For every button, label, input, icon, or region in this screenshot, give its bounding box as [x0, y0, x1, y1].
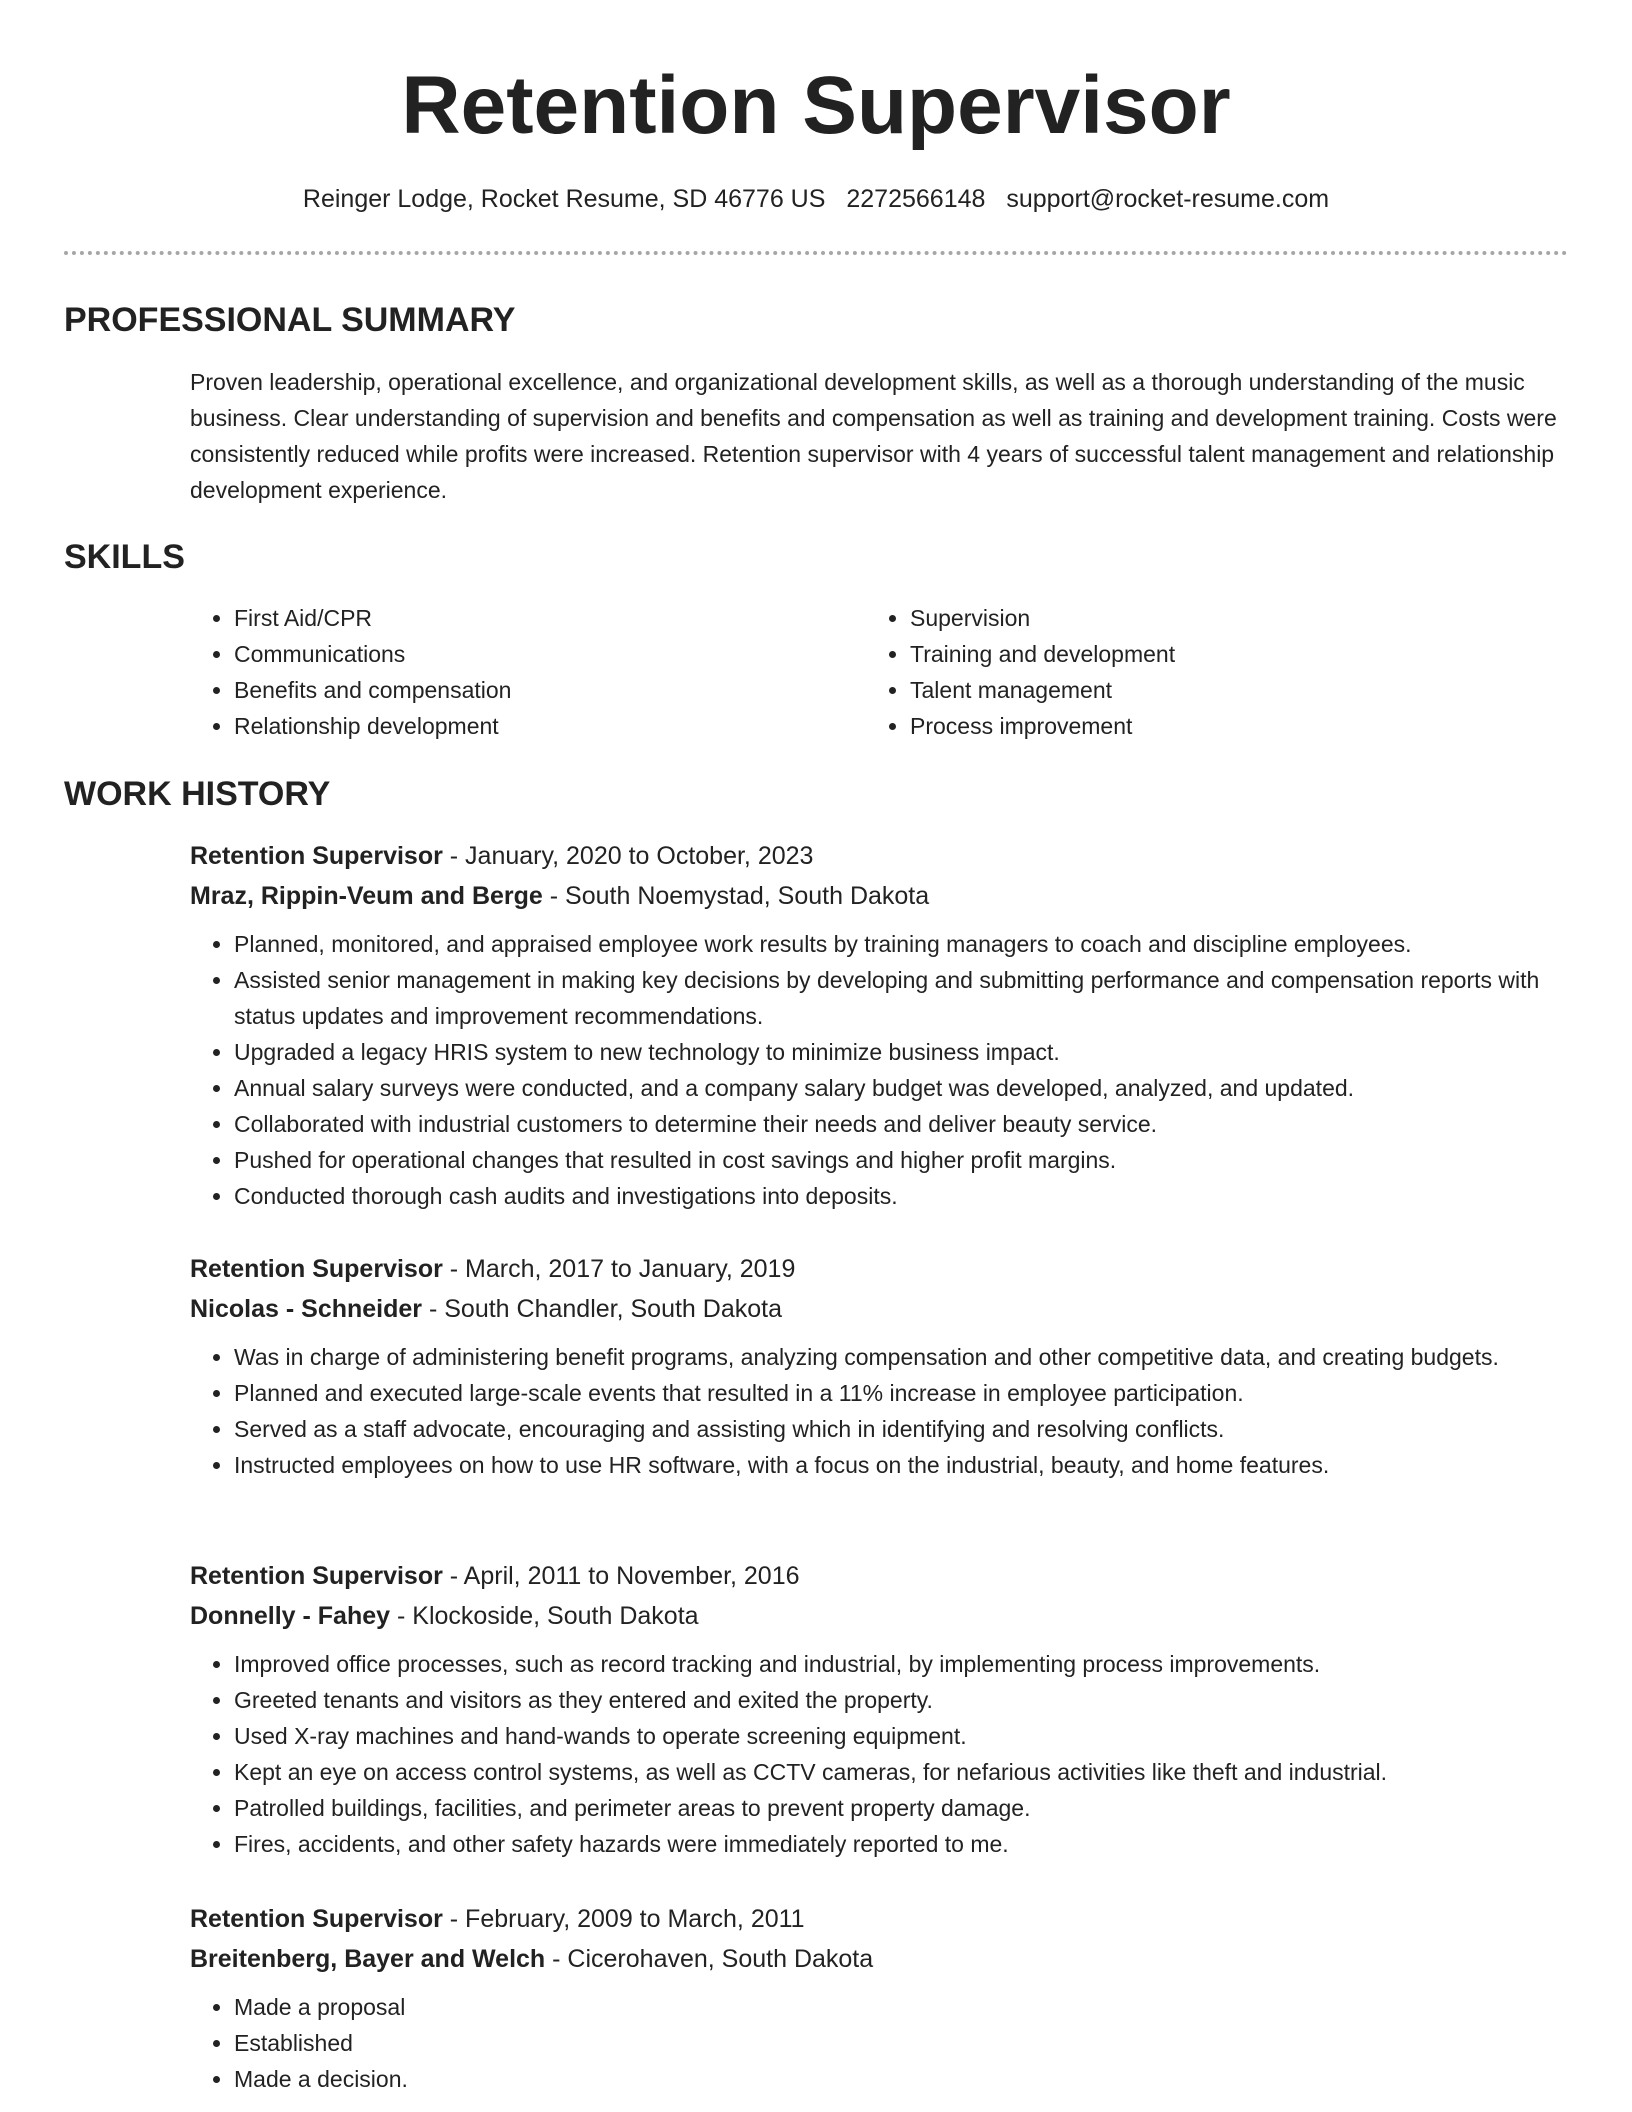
job-title: Retention Supervisor [190, 1562, 443, 1590]
job-entry [190, 836, 1570, 1214]
job-company: Donnelly - Fahey [190, 1602, 391, 1630]
job-bullet: • Served as a staff advocate, encouraging and assisting which in identifying and resolving conflicts. [234, 1411, 1570, 1447]
job-bullet: • Fires, accidents, and other safety hazards were immediately reported to me. [234, 1826, 1570, 1862]
job-bullet: • Assisted senior management in making key decisions by developing and submitting performance and compensation reports with status updates and improvement recommendations. [234, 962, 1570, 1034]
summary-text: Proven leadership, operational excellence, and organizational development skills, as well as a thorough understanding of the music business. Clear understanding of supervision and benefits and compensation as well as training and development training. Costs were consistently reduced while profits were increased. Retention supervisor with 4 years of successful talent management and relationship development experience. [190, 369, 1557, 503]
job-bullet: • Collaborated with industrial customers to determine their needs and deliver beauty service. [234, 1106, 1570, 1142]
job-title-line [190, 1556, 1570, 1596]
contact-email: support@rocket-resume.com [1006, 185, 1330, 213]
job-bullets [190, 1989, 1570, 2097]
job-bullets [190, 1339, 1570, 1483]
job-bullet: • Made a proposal [234, 1989, 1570, 2025]
job-bullet: • Pushed for operational changes that resulted in cost savings and higher profit margins. [234, 1142, 1570, 1178]
job-dates: - February, 2009 to March, 2011 [442, 1905, 805, 1933]
job-company: Nicolas - Schneider [190, 1295, 423, 1323]
job-dates: - March, 2017 to January, 2019 [442, 1255, 796, 1283]
job-location: - Klockoside, South Dakota [390, 1602, 699, 1630]
skills-column-right [866, 600, 1506, 744]
job-location: - South Noemystad, South Dakota [542, 882, 930, 910]
skill-item: • Communications [234, 636, 830, 672]
job-bullet: • Conducted thorough cash audits and investigations into deposits. [234, 1178, 1570, 1214]
job-bullet: • Planned, monitored, and appraised employee work results by training managers to coach and discipline employees. [234, 926, 1570, 962]
skills-heading: SKILLS [64, 538, 185, 576]
job-bullet: • Greeted tenants and visitors as they entered and exited the property. [234, 1682, 1570, 1718]
job-location: - Cicerohaven, South Dakota [545, 1945, 874, 1973]
summary-heading: PROFESSIONAL SUMMARY [64, 301, 516, 339]
skill-item: • Benefits and compensation [234, 672, 830, 708]
job-title-line [190, 1899, 1570, 1939]
job-title-line [190, 836, 1570, 876]
job-company-line [190, 1596, 1570, 1636]
job-bullets [190, 926, 1570, 1214]
job-entry [190, 1249, 1570, 1483]
contact-phone: 2272566148 [846, 185, 986, 213]
job-bullets [190, 1646, 1570, 1862]
job-bullet: • Instructed employees on how to use HR software, with a focus on the industrial, beauty, and home features. [234, 1447, 1570, 1483]
skill-item: • Relationship development [234, 708, 830, 744]
job-bullet: • Patrolled buildings, facilities, and perimeter areas to prevent property damage. [234, 1790, 1570, 1826]
job-title: Retention Supervisor [190, 1905, 443, 1933]
job-company: Mraz, Rippin-Veum and Berge [190, 882, 543, 910]
skill-item: • First Aid/CPR [234, 600, 830, 636]
job-bullet: • Annual salary surveys were conducted, and a company salary budget was developed, analyzed, and updated. [234, 1070, 1570, 1106]
job-bullet: • Made a decision. [234, 2061, 1570, 2097]
contact-address: Reinger Lodge, Rocket Resume, SD 46776 US [302, 185, 826, 213]
job-bullet: • Used X-ray machines and hand-wands to operate screening equipment. [234, 1718, 1570, 1754]
skill-item: • Training and development [910, 636, 1506, 672]
job-company-line [190, 1939, 1570, 1979]
job-entry [190, 1556, 1570, 1862]
job-company-line [190, 876, 1570, 916]
header-divider [64, 251, 1568, 255]
job-bullet: • Improved office processes, such as record tracking and industrial, by implementing process improvements. [234, 1646, 1570, 1682]
resume-name: Retention Supervisor [401, 60, 1231, 151]
job-company: Breitenberg, Bayer and Welch [190, 1945, 546, 1973]
skill-item: • Talent management [910, 672, 1506, 708]
job-bullet: • Was in charge of administering benefit programs, analyzing compensation and other competitive data, and creating budgets. [234, 1339, 1570, 1375]
skills-column-left [190, 600, 830, 744]
skill-item: • Supervision [910, 600, 1506, 636]
job-title: Retention Supervisor [190, 842, 443, 870]
skill-item: • Process improvement [910, 708, 1506, 744]
job-bullet: • Established [234, 2025, 1570, 2061]
job-location: - South Chandler, South Dakota [422, 1295, 782, 1323]
work-heading: WORK HISTORY [64, 775, 331, 813]
job-bullet: • Kept an eye on access control systems, as well as CCTV cameras, for nefarious activities like theft and industrial. [234, 1754, 1570, 1790]
job-dates: - April, 2011 to November, 2016 [442, 1562, 800, 1590]
skills-list [190, 600, 1570, 750]
job-company-line [190, 1289, 1570, 1329]
job-dates: - January, 2020 to October, 2023 [442, 842, 814, 870]
contact-line [0, 182, 1632, 216]
job-bullet: • Upgraded a legacy HRIS system to new technology to minimize business impact. [234, 1034, 1570, 1070]
job-title: Retention Supervisor [190, 1255, 443, 1283]
job-bullet: • Planned and executed large-scale events that resulted in a 11% increase in employee participation. [234, 1375, 1570, 1411]
job-entry [190, 1899, 1570, 2097]
job-title-line [190, 1249, 1570, 1289]
